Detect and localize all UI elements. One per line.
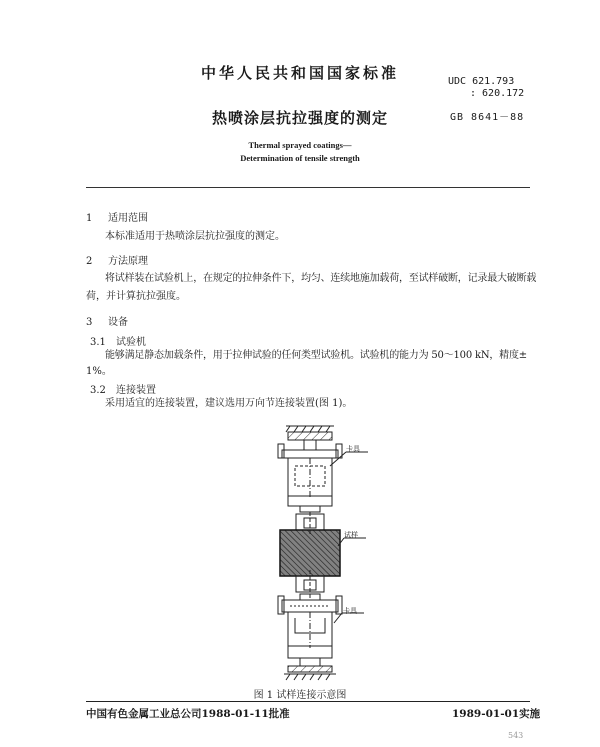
section-3-2-number: 3.2 — [90, 385, 106, 396]
label-bottom-clamp: 卡具 — [343, 607, 357, 615]
document-title: 热喷涂层抗拉强度的测定 — [211, 109, 388, 127]
upper-clamp — [278, 444, 342, 512]
section-2-heading — [86, 252, 148, 267]
section-1-title: 适用范围 — [108, 213, 148, 224]
implementation-date: 1989-01-01实施 — [452, 708, 541, 720]
section-2-text-line-1: 将试样装在试验机上，在规定的拉伸条件下，均匀、连续地施加载荷，至试样破断，记录最大破断载 — [105, 273, 537, 284]
footer-divider — [86, 701, 530, 702]
section-1-text: 本标准适用于热喷涂层抗拉强度的测定。 — [105, 231, 285, 242]
section-1-number: 1 — [86, 213, 93, 224]
top-support — [286, 426, 334, 440]
section-3-1-heading — [90, 333, 146, 348]
english-title-line-2: Determination of tensile strength — [240, 153, 360, 163]
section-3-1-text-line-1: 能够满足静态加载条件，用于拉伸试验的任何类型试验机。试验机的能力为 50～100 kN，精度± — [105, 350, 527, 361]
gb-number: GB 8641－88 — [450, 112, 525, 123]
section-2-number: 2 — [86, 256, 93, 267]
section-3-2-heading — [90, 381, 156, 396]
label-top-clamp: 卡具 — [346, 445, 360, 453]
section-3-1-title: 试验机 — [116, 337, 146, 348]
udc-line-1: UDC 621.793 — [448, 76, 515, 87]
bottom-support — [284, 666, 336, 680]
section-3-1-number: 3.1 — [90, 337, 106, 348]
udc-line-2: : 620.172 — [470, 88, 525, 99]
section-2-title: 方法原理 — [108, 256, 148, 267]
section-3-2-text: 采用适宜的连接装置，建议选用万向节连接装置(图 1)。 — [105, 398, 353, 409]
page-number: 543 — [508, 731, 524, 740]
connection-diagram — [240, 418, 390, 684]
approval-date: 中国有色金属工业总公司1988-01-11批准 — [86, 708, 290, 720]
standard-title: 中华人民共和国国家标准 — [200, 64, 399, 82]
section-3-1-text-line-2: 1%。 — [86, 366, 112, 377]
specimen — [280, 512, 340, 598]
section-3-title: 设备 — [108, 317, 128, 328]
label-specimen: 试样 — [344, 531, 358, 539]
section-3-2-title: 连接装置 — [116, 385, 156, 396]
english-title-line-1: Thermal sprayed coatings— — [248, 140, 352, 150]
lower-clamp — [278, 594, 342, 666]
section-1-heading — [86, 209, 148, 224]
section-2-text-line-2: 荷，并计算抗拉强度。 — [86, 291, 186, 302]
udc-code — [448, 76, 524, 100]
section-3-heading — [86, 313, 128, 328]
section-3-number: 3 — [86, 317, 93, 328]
header-divider — [86, 187, 530, 188]
figure-caption: 图 1 试样连接示意图 — [253, 690, 347, 701]
